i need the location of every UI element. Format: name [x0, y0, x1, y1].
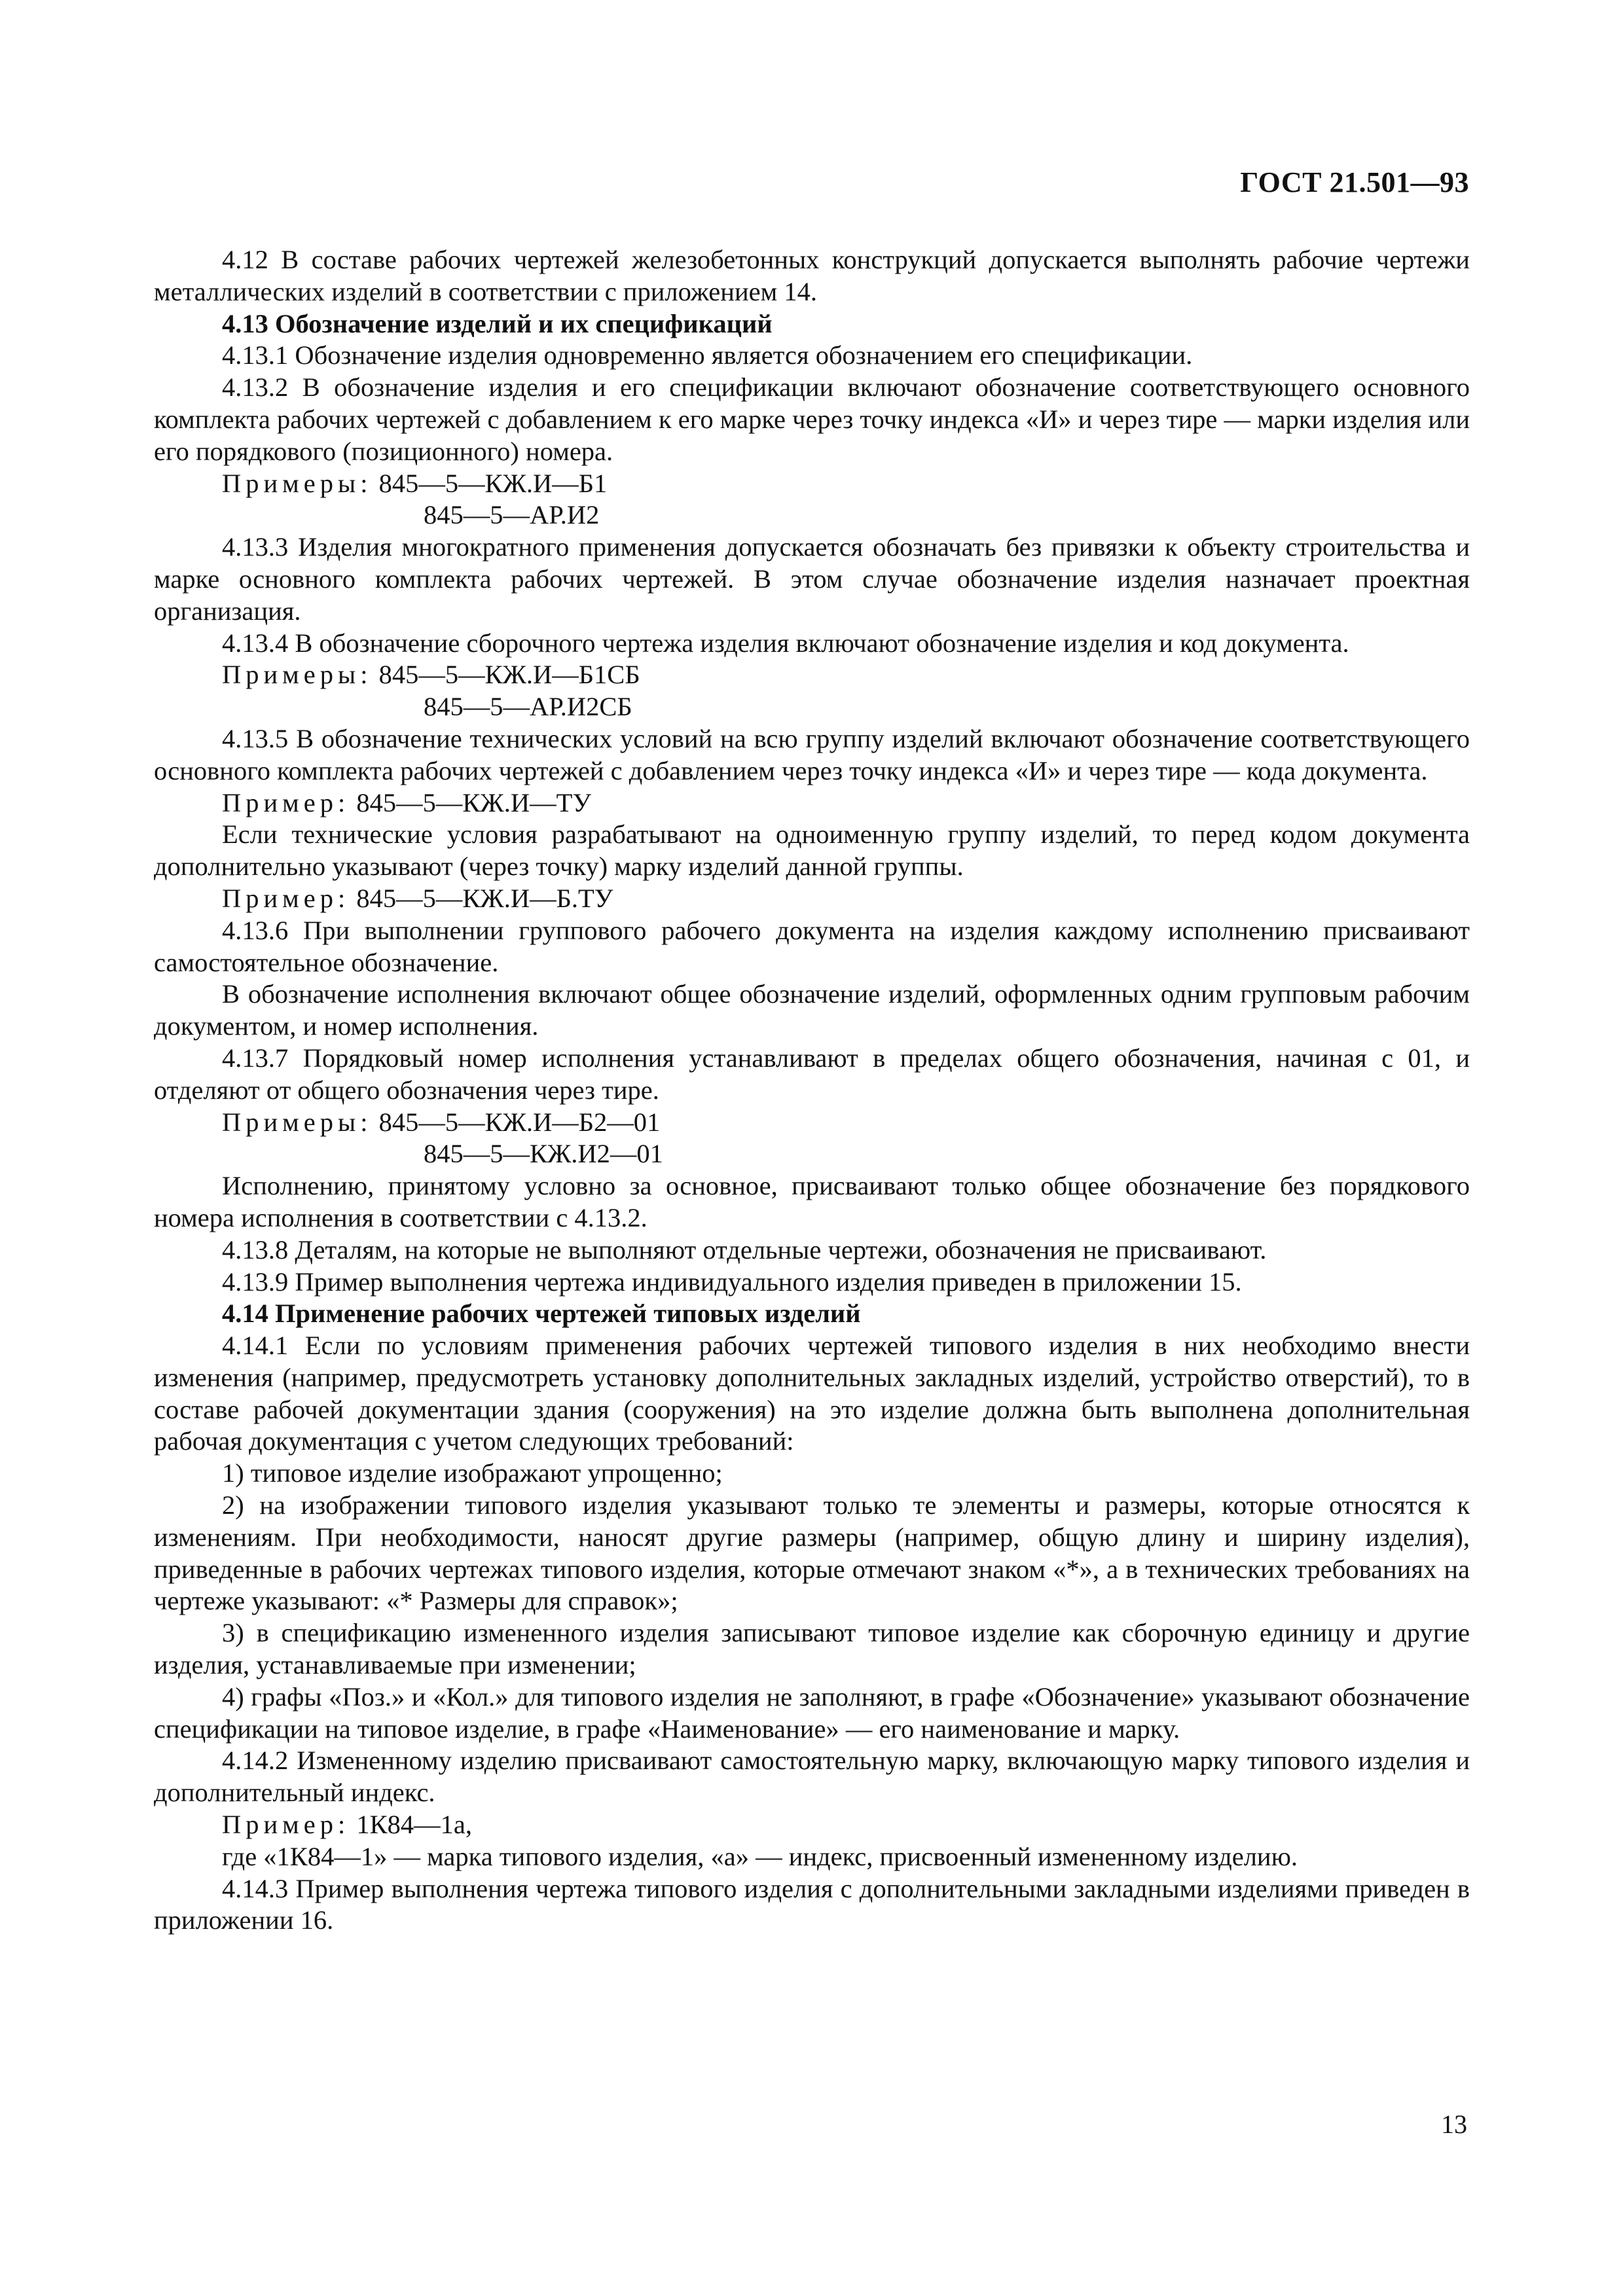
paragraph: Если технические условия разрабатывают на одноименную группу изделий, то перед кодом документа дополнительно указывают (через точку) марку изделий данной группы. [154, 819, 1470, 882]
example-line [154, 883, 1470, 915]
example-value: 1К84—1а, [350, 1810, 473, 1840]
example-label: Примеры: [222, 468, 373, 498]
page-number: 13 [1441, 2109, 1467, 2139]
example-line [154, 787, 1470, 819]
paragraph: 4) графы «Поз.» и «Кол.» для типового изделия не заполняют, в графе «Обозначение» указывают обозначение спецификации на типовое изделие, в графе «Наименование» — его наименование и марку. [154, 1681, 1470, 1744]
example-label: Пример: [222, 787, 350, 817]
example-label: Примеры: [222, 660, 373, 690]
section-heading: 4.13 Обозначение изделий и их спецификаций [222, 308, 773, 338]
example-line [154, 1809, 1470, 1841]
document-code-header: ГОСТ 21.501—93 [1240, 166, 1469, 198]
example-value: 845—5—КЖ.И—Б2—01 [372, 1107, 661, 1137]
paragraph: 4.13.4 В обозначение сборочного чертежа изделия включают обозначение изделия и код документа. [222, 628, 1349, 658]
paragraph: 2) на изображении типового изделия указывают только те элементы и размеры, которые относятся к изменениям. При необходимости, наносят другие размеры (например, общую длину и ширину изделия), приведенные в рабочих чертежах типового изделия, которые отмечают знаком «*», а в технических требованиях на чертеже указывают: «* Размеры для справок»; [154, 1490, 1470, 1616]
example-value: 845—5—КЖ.И—Б1 [372, 468, 608, 498]
paragraph: 4.13.8 Деталям, на которые не выполняют отдельные чертежи, обозначения не присваивают. [222, 1234, 1267, 1265]
example-continuation: 845—5—КЖ.И2—01 [424, 1139, 663, 1169]
paragraph: 4.13.7 Порядковый номер исполнения устанавливают в пределах общего обозначения, начиная с 01, и отделяют от общего обозначения через тире. [154, 1043, 1470, 1105]
example-value: 845—5—КЖ.И—ТУ [350, 787, 591, 817]
example-label: Пример: [222, 1810, 350, 1840]
paragraph: В обозначение исполнения включают общее обозначение изделий, оформленных одним групповым рабочим документом, и номер исполнения. [154, 979, 1470, 1041]
paragraph: 4.14.2 Измененному изделию присваивают самостоятельную марку, включающую марку типового изделия и дополнительный индекс. [154, 1746, 1470, 1808]
paragraph: 4.14.3 Пример выполнения чертежа типового изделия с дополнительными закладными изделиями приведен в приложении 16. [154, 1873, 1470, 1935]
example-value: 845—5—КЖ.И—Б1СБ [372, 660, 640, 690]
paragraph: 1) типовое изделие изображают упрощенно; [222, 1458, 723, 1488]
paragraph: 4.12 В составе рабочих чертежей железобетонных конструкций допускается выполнять рабочие чертежи металлических изделий в соответствии с приложением 14. [154, 245, 1470, 306]
example-line [154, 468, 1470, 500]
body-text [154, 244, 1470, 1937]
example-label: Примеры: [222, 1107, 373, 1137]
example-continuation: 845—5—АР.И2СБ [424, 692, 632, 722]
paragraph: 4.13.9 Пример выполнения чертежа индивидуального изделия приведен в приложении 15. [222, 1266, 1242, 1297]
example-continuation: 845—5—АР.И2 [424, 500, 600, 530]
paragraph: 3) в спецификацию измененного изделия записывают типовое изделие как сборочную единицу и другие изделия, устанавливаемые при изменении; [154, 1618, 1470, 1680]
paragraph: Исполнению, принятому условно за основное, присваивают только общее обозначение без порядкового номера исполнения в соответствии с 4.13.2. [154, 1171, 1470, 1232]
paragraph: 4.13.1 Обозначение изделия одновременно является обозначением его спецификации. [222, 340, 1193, 370]
example-value: 845—5—КЖ.И—Б.ТУ [350, 883, 613, 913]
paragraph: 4.13.2 В обозначение изделия и его спецификации включают обозначение соответствующего основного комплекта рабочих чертежей с добавлением к его марке через точку индекса «И» и через тире — марки изделия или его порядкового (позиционного) номера. [154, 372, 1470, 466]
paragraph: 4.14.1 Если по условиям применения рабочих чертежей типового изделия в них необходимо внести изменения (например, предусмотреть установку дополнительных закладных изделий, устройство отверстий), то в составе рабочей документации здания (сооружения) на это изделие должна быть выполнена дополнительная рабочая документация с учетом следующих требований: [154, 1331, 1470, 1456]
example-line [154, 1107, 1470, 1139]
paragraph: где «1К84—1» — марка типового изделия, «а» — индекс, присвоенный измененному изделию. [222, 1841, 1298, 1871]
paragraph: 4.13.6 При выполнении группового рабочего документа на изделия каждому исполнению присваивают самостоятельное обозначение. [154, 915, 1470, 977]
section-heading: 4.14 Применение рабочих чертежей типовых изделий [222, 1299, 861, 1329]
paragraph: 4.13.5 В обозначение технических условий на всю группу изделий включают обозначение соответствующего основного комплекта рабочих чертежей с добавлением через точку индекса «И» и через тире — кода документа. [154, 723, 1470, 785]
example-label: Пример: [222, 883, 350, 913]
example-line [154, 659, 1470, 691]
paragraph: 4.13.3 Изделия многократного применения допускается обозначать без привязки к объекту строительства и марке основного комплекта рабочих чертежей. В этом случае обозначение изделия назначает проектная организация. [154, 532, 1470, 626]
